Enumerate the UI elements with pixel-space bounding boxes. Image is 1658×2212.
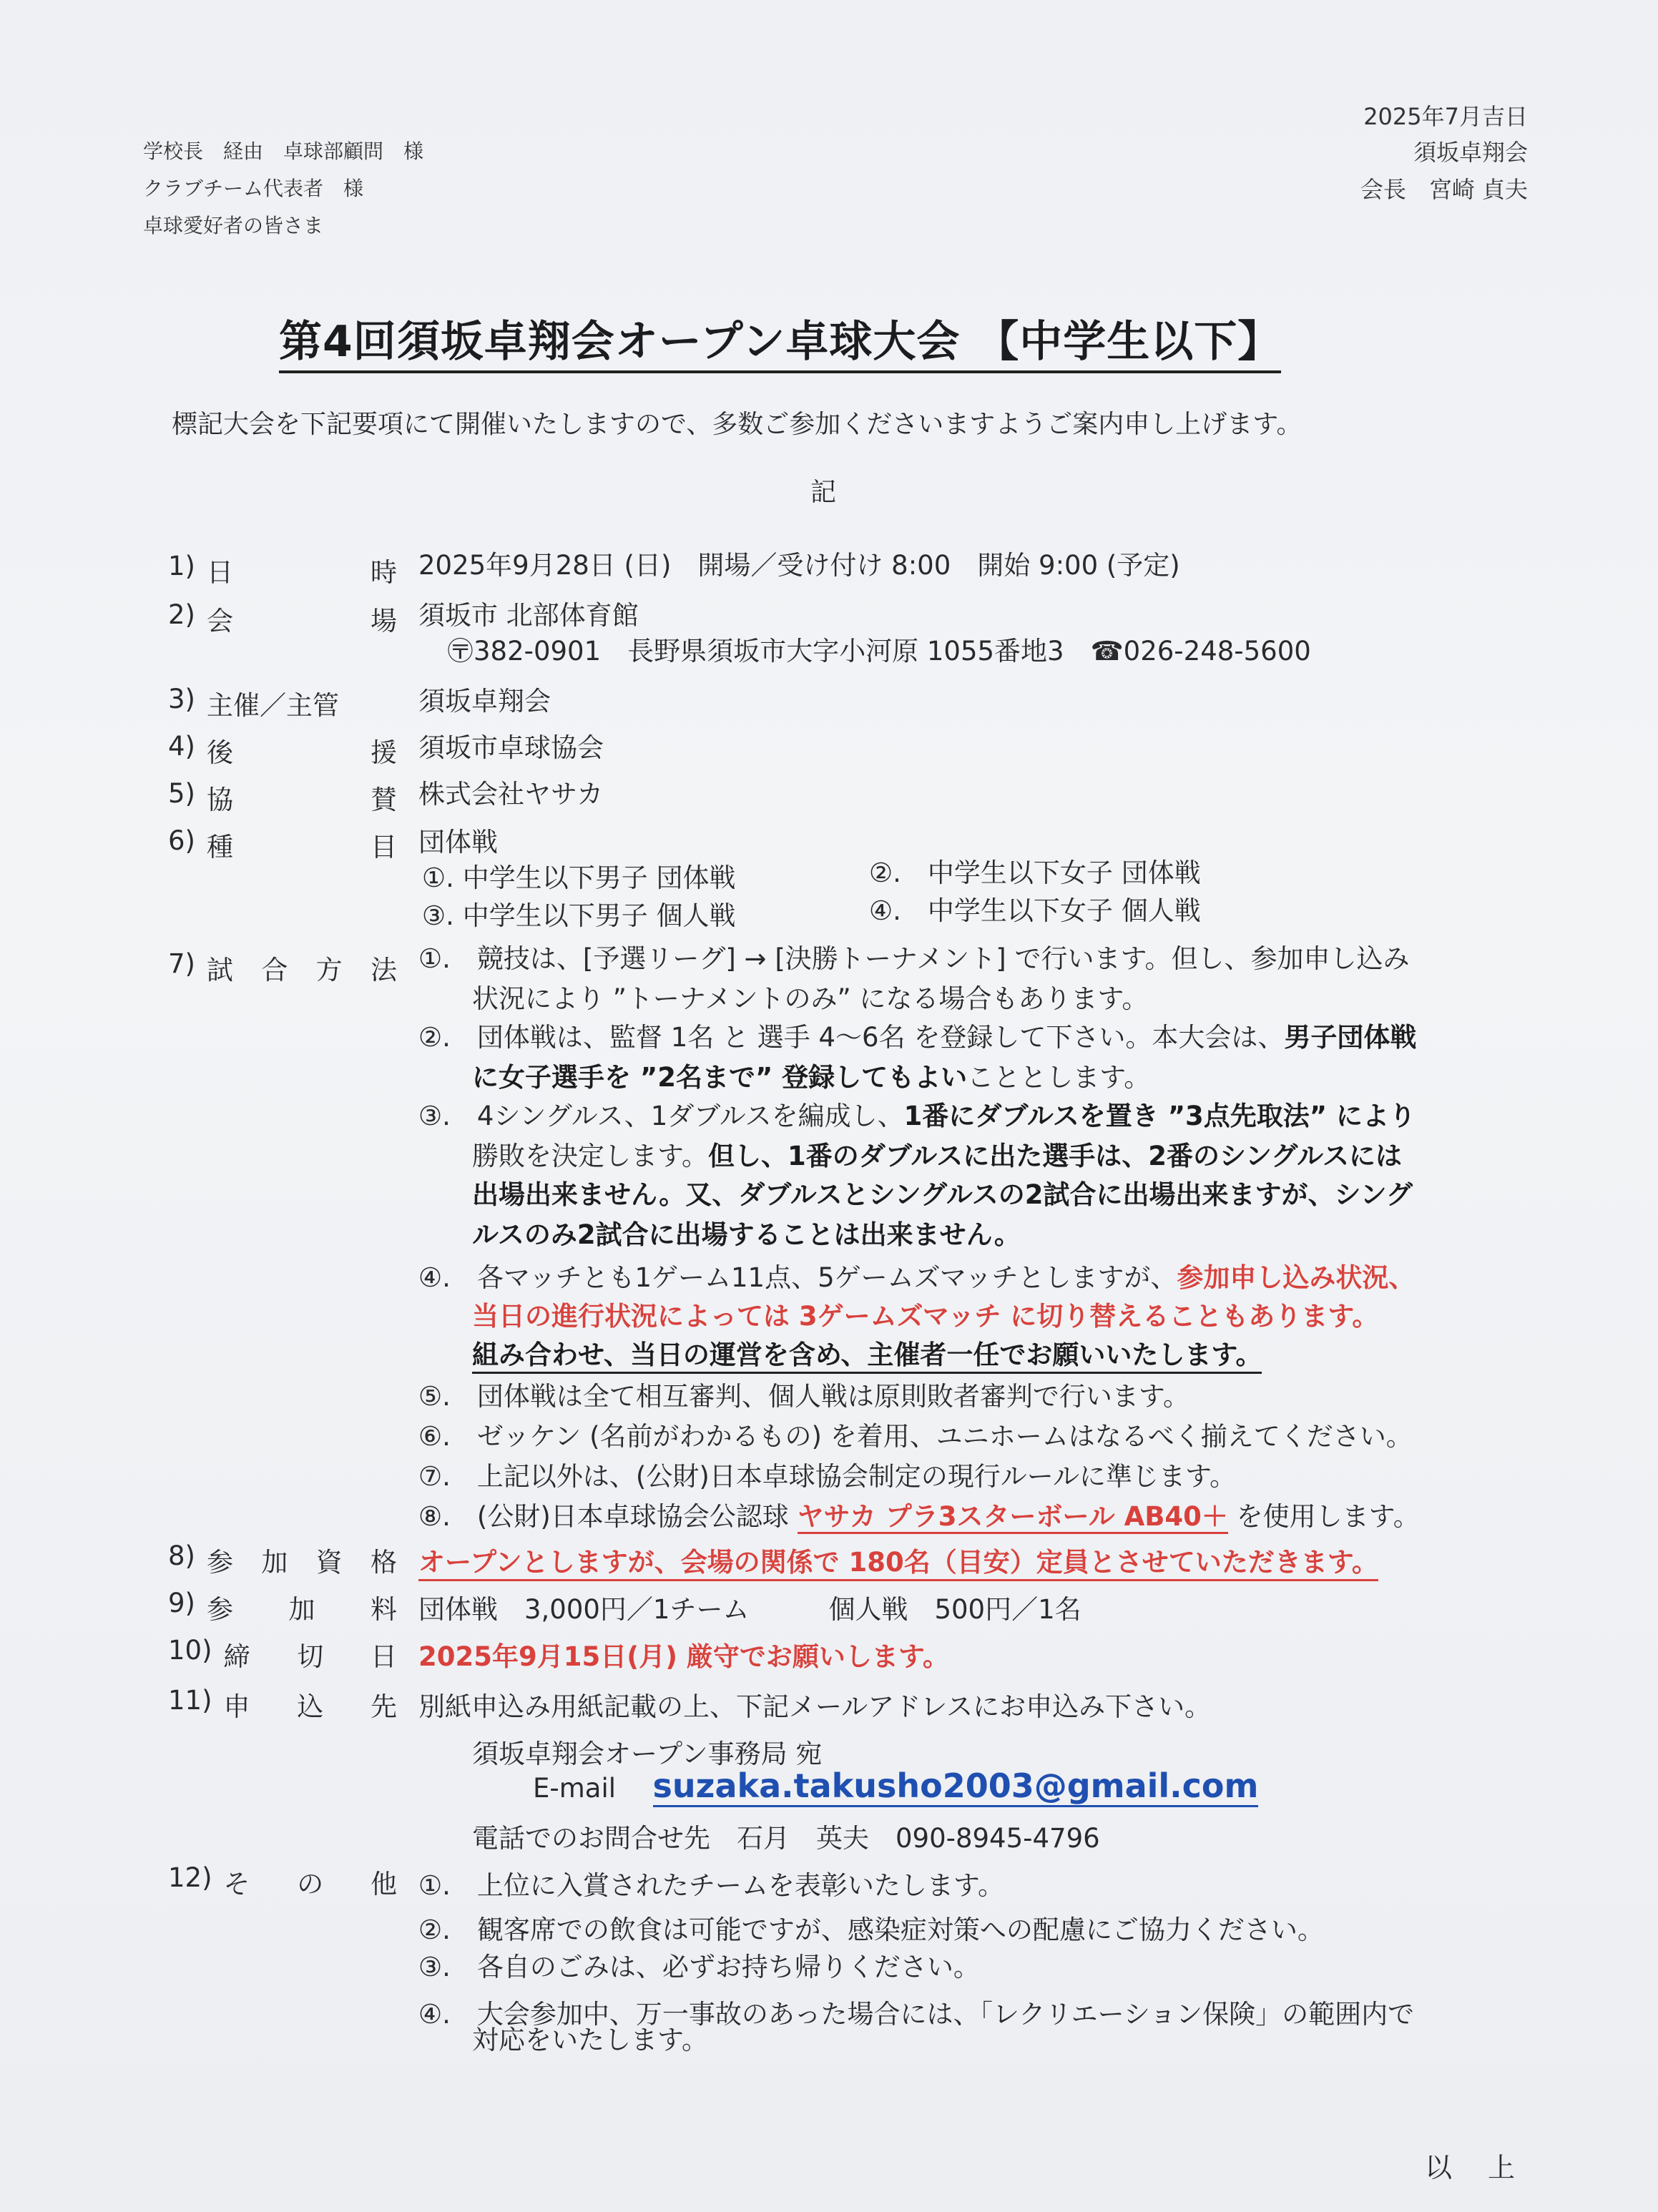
rule-text: ④. 各マッチとも1ゲーム11点、5ゲームズマッチとしますが、 xyxy=(418,1262,1177,1293)
rule-line: 状況により ”トーナメントのみ” になる場合もあります。 xyxy=(472,983,1149,1014)
rule-text: を使用します。 xyxy=(1227,1501,1420,1532)
label-char: 目 xyxy=(371,832,397,862)
addressee-3: 卓球愛好者の皆さま xyxy=(143,214,324,237)
rule-line xyxy=(418,1495,1420,1533)
item-10-label xyxy=(168,1635,397,1673)
other-line: ④. 大会参加中、万一事故のあった場合には、「レクリエーション保険」の範囲内で xyxy=(418,1999,1415,2030)
rule-emphasis: 但し、1番のダブルスに出た選手は、2番のシングルスには xyxy=(708,1141,1403,1171)
addressee-1: 学校長 経由 卓球部顧問 様 xyxy=(143,139,424,163)
item-4-label xyxy=(168,731,397,770)
item-1-label xyxy=(168,551,397,589)
label-char: 試 xyxy=(206,955,233,985)
label-char: 合 xyxy=(261,955,288,985)
label-char: 場 xyxy=(371,606,397,636)
label-char: 料 xyxy=(370,1594,397,1625)
label-char: 賛 xyxy=(371,785,397,815)
other-line: ②. 観客席での飲食は可能ですが、感染症対策への配慮にご協力ください。 xyxy=(418,1914,1324,1945)
item-2-num: 2) xyxy=(168,599,195,630)
label-char: 込 xyxy=(297,1691,324,1722)
office-name: 須坂卓翔会オープン事務局 宛 xyxy=(472,1739,823,1769)
label-char: 援 xyxy=(371,737,397,768)
rule-line: 出場出来ません。又、ダブルスとシングルスの2試合に出場出来ますが、シング xyxy=(472,1179,1413,1210)
phone-contact: 電話でのお問合せ先 石月 英夫 090-8945-4796 xyxy=(472,1823,1100,1854)
item-10-value: 2025年9月15日(月) 厳守でお願いします。 xyxy=(418,1641,949,1672)
item-10-num: 10) xyxy=(168,1635,212,1666)
label-char: 参 xyxy=(206,1594,233,1625)
label-char: の xyxy=(297,1869,324,1899)
rule-line: ⑤. 団体戦は全て相互審判、個人戦は原則敗者審判で行います。 xyxy=(418,1381,1189,1412)
rule-line: ①. 競技は、[予選リーグ] → [決勝トーナメント] で行います。但し、参加申し込み xyxy=(418,943,1410,974)
item-8-label xyxy=(168,1540,397,1579)
sender-person: 会長 宮崎 貞夫 xyxy=(1360,176,1528,203)
label-char: 後 xyxy=(206,737,233,768)
label-char: 協 xyxy=(206,785,233,815)
item-11-num: 11) xyxy=(168,1685,212,1716)
item-12-label xyxy=(168,1862,397,1901)
rule-emphasis: に女子選手を ”2名まで” 登録してもよい xyxy=(472,1062,968,1093)
sender-org: 須坂卓翔会 xyxy=(1413,139,1528,166)
rule-text: ②. 団体戦は、監督 1名 と 選手 4～6名 を登録して下さい。本大会は、 xyxy=(418,1022,1285,1053)
label-char: 切 xyxy=(297,1641,324,1672)
label-char: 法 xyxy=(370,955,397,985)
rule-line: ⑦. 上記以外は、(公財)日本卓球協会制定の現行ルールに準じます。 xyxy=(418,1461,1237,1492)
item-4-value: 須坂市卓球協会 xyxy=(418,732,604,763)
item-2-label xyxy=(168,599,397,638)
item-11-value: 別紙申込み用紙記載の上、下記メールアドレスにお申込み下さい。 xyxy=(418,1691,1212,1722)
item-1-num: 1) xyxy=(168,551,195,581)
item-9-value: 団体戦 3,000円／1チーム 個人戦 500円／1名 xyxy=(418,1594,1081,1625)
item-2-address: 〶382-0901 長野県須坂市大字小河原 1055番地3 ☎026-248-5600 xyxy=(447,636,1311,667)
rule-line: ⑥. ゼッケン (名前がわかるもの) を着用、ユニホームはなるべく揃えてください。 xyxy=(418,1421,1413,1452)
item-9-num: 9) xyxy=(168,1588,195,1618)
document-title: 第4回須坂卓翔会オープン卓球大会 【中学生以下】 xyxy=(279,308,1281,373)
label-char: 締 xyxy=(223,1641,250,1672)
item-5-num: 5) xyxy=(168,778,195,809)
item-7-label xyxy=(168,948,397,987)
other-line: 対応をいたします。 xyxy=(472,2025,709,2055)
label-char: 加 xyxy=(288,1594,315,1625)
event-item: ②. 中学生以下女子 団体戦 xyxy=(869,857,1201,888)
item-8-value: オープンとしますが、会場の関係で 180名（目安）定員とさせていただきます。 xyxy=(418,1540,1378,1581)
rule-emphasis: 1番にダブルスを置き ”3点先取法” により xyxy=(903,1101,1416,1131)
label-char: 時 xyxy=(371,557,397,588)
item-4-num: 4) xyxy=(168,731,195,762)
rule-text: 勝敗を決定します。 xyxy=(472,1141,709,1171)
item-6-value: 団体戦 xyxy=(418,827,498,857)
event-item: ③. 中学生以下男子 個人戦 xyxy=(422,900,736,931)
item-6-label xyxy=(168,825,397,864)
ki-heading: 記 xyxy=(810,478,837,507)
label-char: 方 xyxy=(315,955,343,985)
email-link[interactable]: suzaka.takusho2003@gmail.com xyxy=(653,1766,1259,1807)
rule-warning: 参加申し込み状況、 xyxy=(1177,1262,1416,1293)
rule-line xyxy=(472,1134,1402,1173)
item-12-num: 12) xyxy=(168,1862,212,1893)
item-3-num: 3) xyxy=(168,684,195,714)
label-char: 先 xyxy=(371,1691,397,1722)
item-7-num: 7) xyxy=(168,948,195,979)
item-11-label xyxy=(168,1685,397,1724)
item-9-label xyxy=(168,1588,397,1626)
rule-line xyxy=(472,1056,1150,1094)
label-char: 参 xyxy=(206,1547,233,1578)
sender-date: 2025年7月吉日 xyxy=(1363,103,1528,130)
rule-emphasis: 男子団体戦 xyxy=(1284,1022,1417,1053)
item-5-value: 株式会社ヤサカ xyxy=(418,779,604,810)
rule-text: こととします。 xyxy=(967,1062,1151,1093)
item-6-num: 6) xyxy=(168,825,195,856)
label-char: 他 xyxy=(371,1869,397,1899)
rule-line xyxy=(418,1256,1415,1294)
label-char: 日 xyxy=(206,557,233,588)
item-3-value: 須坂卓翔会 xyxy=(418,686,551,717)
rule-line: 組み合わせ、当日の運営を含め、主催者一任でお願いいたします。 xyxy=(472,1333,1262,1374)
label-char: 加 xyxy=(261,1547,288,1578)
intro-text: 標記大会を下記要項にて開催いたしますので、多数ご参加くださいますようご案内申し上げます。 xyxy=(172,410,1303,439)
addressee-2: クラブチーム代表者 様 xyxy=(143,177,364,200)
other-line: ①. 上位に入賞されたチームを表彰いたします。 xyxy=(418,1870,1004,1901)
label-char: 申 xyxy=(223,1691,250,1722)
rule-line xyxy=(418,1016,1416,1054)
rule-line xyxy=(418,1094,1416,1133)
item-8-num: 8) xyxy=(168,1540,195,1571)
label-char: 種 xyxy=(206,832,233,862)
label-char: 資 xyxy=(315,1547,343,1578)
rule-line: ルスのみ2試合に出場することは出来ません。 xyxy=(472,1219,1021,1250)
item-2-value: 須坂市 北部体育館 xyxy=(418,600,639,631)
item-1-value: 2025年9月28日 (日) 開場／受け付け 8:00 開始 9:00 (予定) xyxy=(418,550,1180,581)
label-char: 日 xyxy=(371,1641,397,1672)
email-row xyxy=(533,1766,1258,1805)
label-char: 格 xyxy=(370,1547,397,1578)
rule-text: ③. 4シングルス、1ダブルスを編成し、 xyxy=(418,1101,904,1131)
ball-name: ヤサカ プラ3スターボール AB40＋ xyxy=(798,1501,1228,1534)
item-3-label xyxy=(168,684,397,722)
event-item: ④. 中学生以下女子 個人戦 xyxy=(869,895,1201,926)
rule-line: 当日の進行状況によっては 3ゲームズマッチ に切り替えることもあります。 xyxy=(472,1301,1379,1332)
label-char: 会 xyxy=(206,606,233,636)
closing-mark: 以上 xyxy=(1424,2152,1551,2183)
rule-text: ⑧. (公財)日本卓球協会公認球 xyxy=(418,1501,798,1532)
label-char: そ xyxy=(223,1869,250,1899)
other-line: ③. 各自のごみは、必ずお持ち帰りください。 xyxy=(418,1952,980,1982)
event-item: ①. 中学生以下男子 団体戦 xyxy=(422,862,736,893)
item-5-label xyxy=(168,778,397,817)
email-label: E-mail xyxy=(533,1773,617,1804)
label-char: 主催／主管 xyxy=(206,690,339,721)
